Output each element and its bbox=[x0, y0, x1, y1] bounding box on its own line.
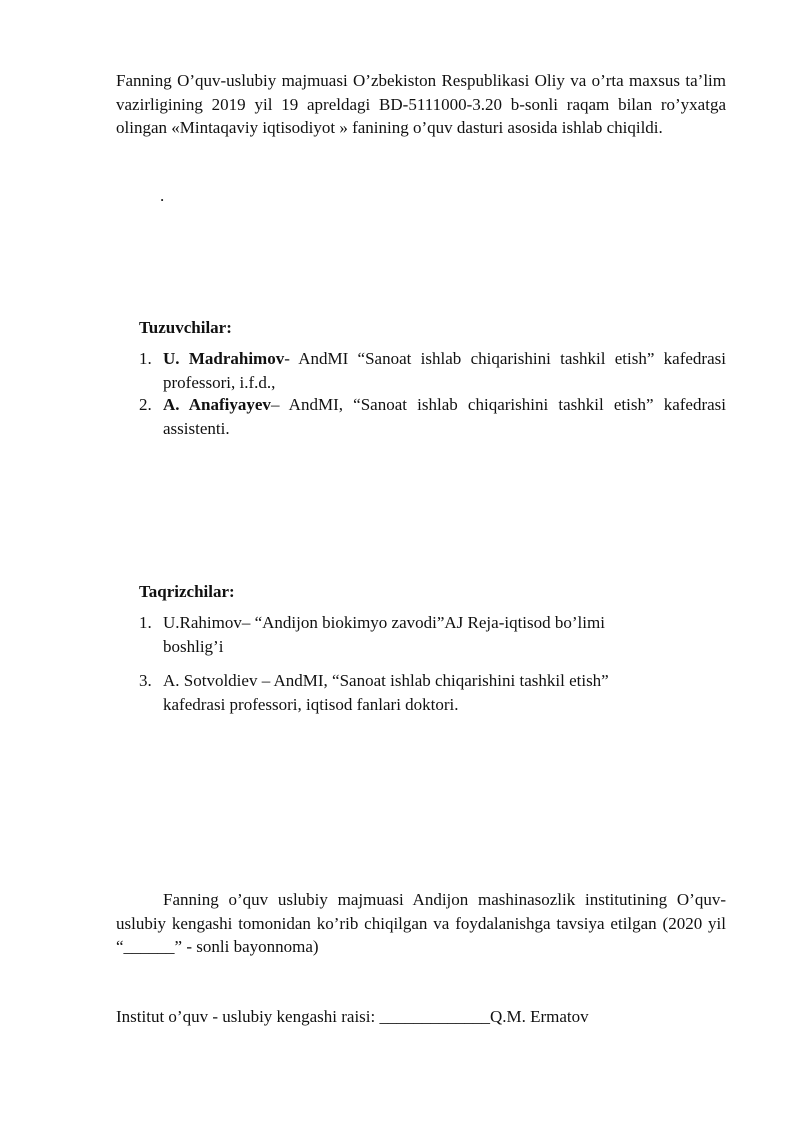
author-item-number: 1. bbox=[139, 349, 152, 368]
signature-line: Institut o’quv - uslubiy kengashi raisi: _____________Q.M. Ermatov bbox=[116, 1007, 589, 1026]
reviewer-item-text: U.Rahimov– “Andijon biokimyo zavodi”AJ Reja-iqtisod bo’limi boshlig’i bbox=[163, 613, 605, 656]
author-description: - AndMI “Sanoat ishlab chiqarishini tashkil etish” kafedrasi professori, i.f.d., bbox=[163, 349, 726, 392]
author-item-number: 2. bbox=[139, 395, 152, 414]
taqrizchilar-heading: Taqrizchilar: bbox=[139, 582, 235, 601]
author-name: U. Madrahimov bbox=[163, 349, 285, 368]
author-item-text bbox=[163, 347, 726, 394]
author-item-text bbox=[163, 393, 726, 440]
reviewer-item-text: A. Sotvoldiev – AndMI, “Sanoat ishlab chiqarishini tashkil etish” kafedrasi professori, iqtisod fanlari doktori. bbox=[163, 671, 609, 714]
approval-paragraph: Fanning o’quv uslubiy majmuasi Andijon mashinasozlik institutining O’quv-uslubiy kengashi tomonidan ko’rib chiqilgan va foydalanishga tavsiya etilgan (2020 yil “______” - sonli bayonnoma) bbox=[116, 890, 726, 956]
author-description: – AndMI, “Sanoat ishlab chiqarishini tashkil etish” kafedrasi assistenti. bbox=[163, 395, 727, 438]
author-name: A. Anafiyayev bbox=[163, 395, 271, 414]
reviewer-item-number: 3. bbox=[139, 671, 152, 690]
tuzuvchilar-heading: Tuzuvchilar: bbox=[139, 318, 232, 337]
intro-paragraph: Fanning O’quv-uslubiy majmuasi O’zbekiston Respublikasi Oliy va o’rta maxsus ta’lim vazirligining 2019 yil 19 apreldagi BD-5111000-3.20 b-sonli raqam bilan ro’yxatga olingan «Mintaqaviy iqtisodiyot » fanining o’quv dasturi asosida ishlab chiqildi. bbox=[116, 71, 726, 137]
stray-dot: . bbox=[160, 186, 165, 205]
reviewer-item-number: 1. bbox=[139, 613, 152, 632]
